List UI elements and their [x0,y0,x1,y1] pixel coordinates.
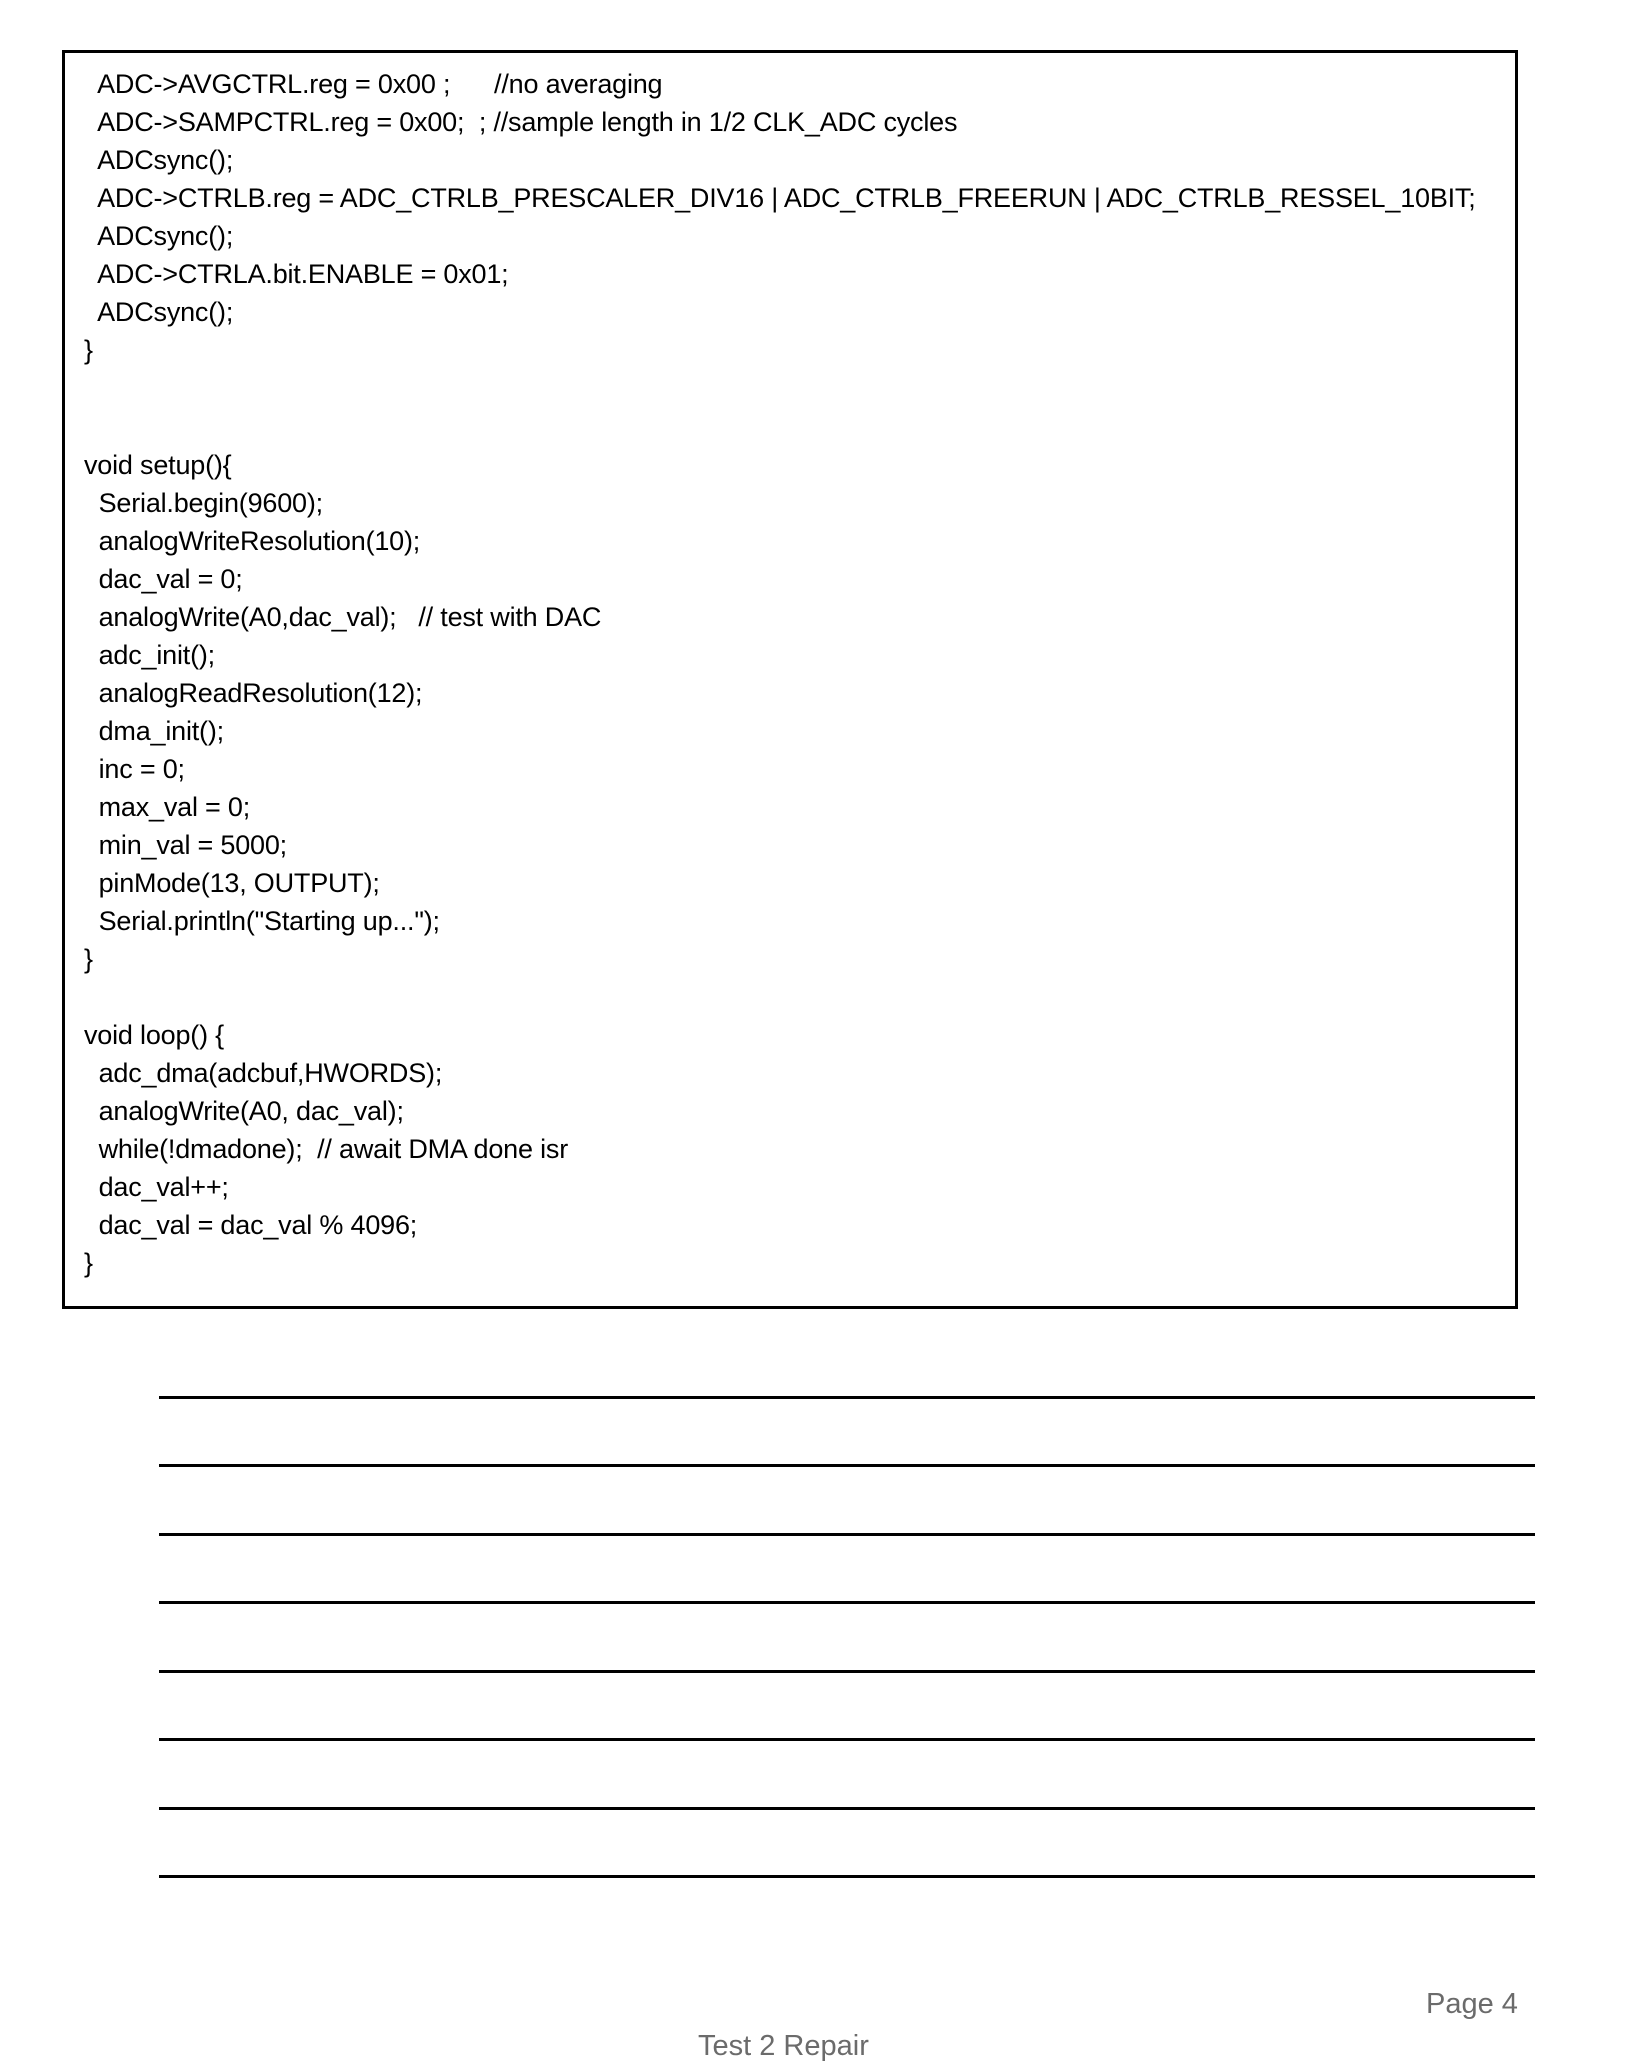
code-line: Serial.begin(9600); [84,488,323,518]
code-line: min_val = 5000; [84,830,287,860]
page-number: Page 4 [1426,1988,1518,2020]
answer-line [159,1464,1535,1467]
code-line: dma_init(); [84,716,224,746]
answer-line [159,1738,1535,1741]
code-line: ADCsync(); [84,297,234,327]
footer-document-title: Test 2 Repair [698,2030,869,2062]
code-line: ADC->SAMPCTRL.reg = 0x00; ; //sample length in 1/2 CLK_ADC cycles [84,107,958,137]
code-line: inc = 0; [84,754,185,784]
code-line: } [84,335,93,365]
answer-line [159,1396,1535,1399]
code-listing-box [62,50,1518,1309]
code-line: analogWriteResolution(10); [84,526,421,556]
code-line: dac_val++; [84,1172,229,1202]
code-line: adc_dma(adcbuf,HWORDS); [84,1058,443,1088]
code-line: dac_val = dac_val % 4096; [84,1210,418,1240]
code-line: void setup(){ [84,450,232,480]
answer-line [159,1670,1535,1673]
code-line: analogWrite(A0,dac_val); // test with DAC [84,602,602,632]
answer-line [159,1807,1535,1810]
code-line: max_val = 0; [84,792,251,822]
code-line: while(!dmadone); // await DMA done isr [84,1134,569,1164]
answer-line [159,1601,1535,1604]
code-line: Serial.println("Starting up..."); [84,906,440,936]
code-line: ADCsync(); [84,221,234,251]
code-line: pinMode(13, OUTPUT); [84,868,380,898]
code-line: ADC->CTRLA.bit.ENABLE = 0x01; [84,259,509,289]
code-line: } [84,1248,93,1278]
code-line: adc_init(); [84,640,215,670]
code-line: dac_val = 0; [84,564,243,594]
code-line: void loop() { [84,1020,224,1050]
code-line: analogReadResolution(12); [84,678,423,708]
code-line: ADC->AVGCTRL.reg = 0x00 ; //no averaging [84,69,663,99]
code-line: } [84,944,93,974]
answer-line [159,1533,1535,1536]
answer-line [159,1875,1535,1878]
code-line: ADCsync(); [84,145,234,175]
code-line: analogWrite(A0, dac_val); [84,1096,404,1126]
code-line: ADC->CTRLB.reg = ADC_CTRLB_PRESCALER_DIV16 | ADC_CTRLB_FREERUN | ADC_CTRLB_RESSEL_10BIT; [84,183,1476,213]
